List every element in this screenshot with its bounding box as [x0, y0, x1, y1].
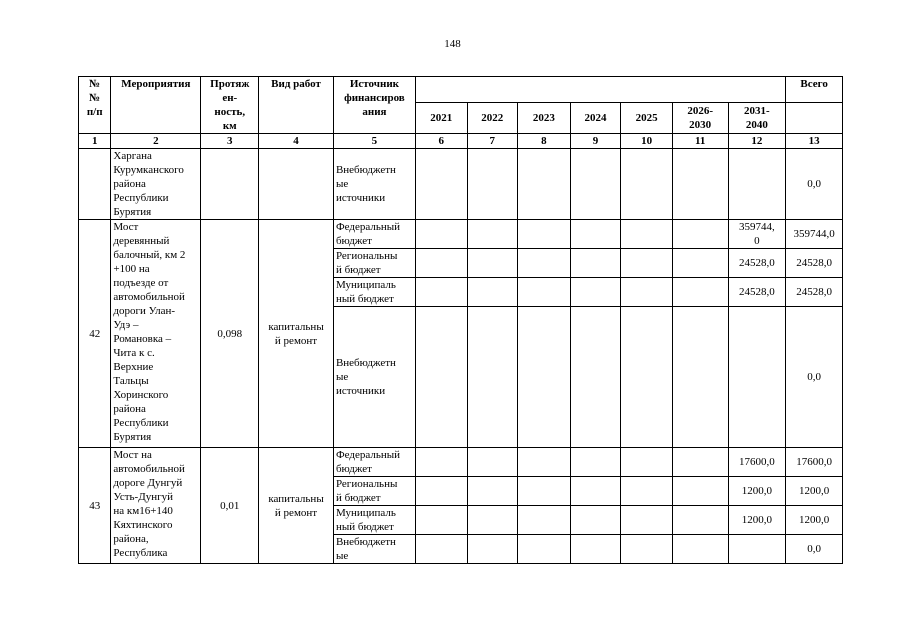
column-number: 1	[79, 134, 111, 149]
header-year: 2024	[570, 102, 621, 133]
value-cell: 1200,0	[728, 506, 786, 535]
work-type-cell	[259, 149, 334, 220]
event-text: Мост на автомобильной дороге Дунгуй Усть-Дунгуй на км16+140 Кяхтинского района, Республика	[111, 448, 201, 564]
row-number: 42	[79, 220, 111, 448]
total-cell: 24528,0	[786, 278, 843, 307]
header-number: № № п/п	[79, 77, 111, 134]
header-year: 2023	[518, 102, 571, 133]
column-number: 9	[570, 134, 621, 149]
total-cell: 17600,0	[786, 448, 843, 477]
source-cell: Региональны й бюджет	[333, 477, 415, 506]
length-cell	[201, 149, 259, 220]
column-number: 12	[728, 134, 786, 149]
source-cell: Внебюджетн ые источники	[333, 149, 415, 220]
source-cell: Федеральный бюджет	[333, 448, 415, 477]
row-number: 43	[79, 448, 111, 564]
event-text: Харгана Курумканского района Республики Бурятия	[111, 149, 201, 220]
total-cell: 0,0	[786, 149, 843, 220]
column-number: 4	[259, 134, 334, 149]
column-number: 7	[467, 134, 518, 149]
page-number: 148	[444, 38, 461, 50]
header-year: 2026- 2030	[672, 102, 728, 133]
value-cell	[728, 307, 786, 448]
row-number	[79, 149, 111, 220]
column-number: 6	[415, 134, 467, 149]
source-cell: Внебюджетн ые источники	[333, 307, 415, 448]
column-number: 5	[333, 134, 415, 149]
work-type-cell: капитальны й ремонт	[259, 448, 334, 564]
source-cell: Региональны й бюджет	[333, 249, 415, 278]
total-cell: 24528,0	[786, 249, 843, 278]
length-cell: 0,01	[201, 448, 259, 564]
financing-table	[78, 76, 843, 564]
source-cell: Внебюджетн ые	[333, 535, 415, 564]
value-cell: 17600,0	[728, 448, 786, 477]
value-cell: 359744, 0	[728, 220, 786, 249]
column-number: 10	[621, 134, 673, 149]
table-row	[79, 149, 843, 220]
header-year: 2022	[467, 102, 518, 133]
value-cell: 24528,0	[728, 249, 786, 278]
header-events: Мероприятия	[111, 77, 201, 134]
table-row	[79, 220, 843, 249]
header-source: Источник финансиров ания	[333, 77, 415, 134]
header-years-group	[415, 77, 785, 103]
column-number: 2	[111, 134, 201, 149]
header-year: 2021	[415, 102, 467, 133]
total-cell: 0,0	[786, 535, 843, 564]
work-type-cell: капитальны й ремонт	[259, 220, 334, 448]
event-text: Мост деревянный балочный, км 2 +100 на подъезде от автомобильной дороги Улан- Удэ – Романовка – Чита к с. Верхние Тальцы Хоринского района Республики Бурятия	[111, 220, 201, 448]
header-work-type: Вид работ	[259, 77, 334, 134]
value-cell	[728, 535, 786, 564]
source-cell: Муниципаль ный бюджет	[333, 278, 415, 307]
header-total-sub	[786, 102, 843, 133]
value-cell: 1200,0	[728, 477, 786, 506]
length-cell: 0,098	[201, 220, 259, 448]
header-length: Протяж ен- ность, км	[201, 77, 259, 134]
total-cell: 0,0	[786, 307, 843, 448]
header-total: Всего	[786, 77, 843, 103]
header-year: 2025	[621, 102, 673, 133]
header-year: 2031- 2040	[728, 102, 786, 133]
column-number: 13	[786, 134, 843, 149]
total-cell: 359744,0	[786, 220, 843, 249]
source-cell: Федеральный бюджет	[333, 220, 415, 249]
source-cell: Муниципаль ный бюджет	[333, 506, 415, 535]
total-cell: 1200,0	[786, 506, 843, 535]
column-number: 8	[518, 134, 571, 149]
column-number: 11	[672, 134, 728, 149]
table-row	[79, 448, 843, 477]
total-cell: 1200,0	[786, 477, 843, 506]
column-number: 3	[201, 134, 259, 149]
value-cell: 24528,0	[728, 278, 786, 307]
